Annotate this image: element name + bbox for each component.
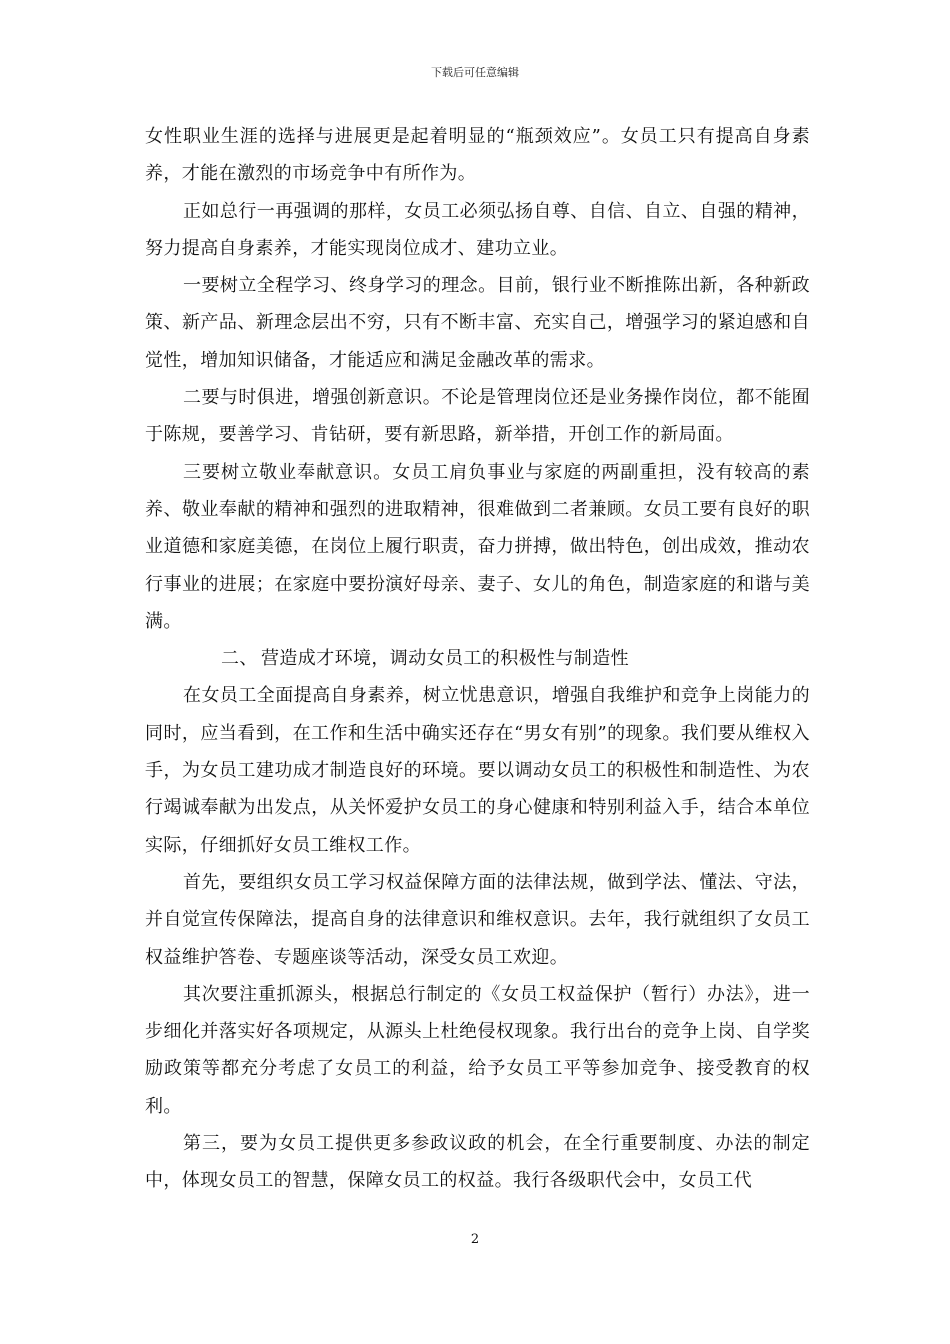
section-title: 营造成才环境，调动女员工的积极性与制造性 [261,648,629,670]
paragraph: 其次要注重抓源头，根据总行制定的《女员工权益保护（暂行）办法》，进一步细化并落实好各项规定，从源头上杜绝侵权现象。我行出台的竞争上岗、自学奖励政策等都充分考虑了女员工的利益，给予女员工平等参加竞争、接受教育的权利。 [145,983,810,1117]
section-heading [145,640,810,677]
paragraph: 第三，要为女员工提供更多参政议政的机会，在全行重要制度、办法的制定中，体现女员工的智慧，保障女员工的权益。我行各级职代会中，女员工代 [145,1133,810,1192]
paragraph: 三要树立敬业奉献意识。女员工肩负事业与家庭的两副重担，没有较高的素养、敬业奉献的精神和强烈的进取精神，很难做到二者兼顾。女员工要有良好的职业道德和家庭美德，在岗位上履行职责，奋力拼搏，做出特色，创出成效，推动农行事业的进展；在家庭中要扮演好母亲、妻子、女儿的角色，制造家庭的和谐与美满。 [145,461,810,632]
paragraph: 首先，要组织女员工学习权益保障方面的法律法规，做到学法、懂法、守法，并自觉宣传保障法，提高自身的法律意识和维权意识。去年，我行就组织了女员工权益维护答卷、专题座谈等活动，深受女员工欢迎。 [145,871,810,968]
page-header: 下载后可任意编辑 [431,66,519,79]
paragraph: 二要与时俱进，增强创新意识。不论是管理岗位还是业务操作岗位，都不能囿于陈规，要善学习、肯钻研，要有新思路，新举措，开创工作的新局面。 [145,387,810,446]
page-number: 2 [470,1232,480,1247]
section-number: 二、 [221,648,258,670]
document-body [145,118,810,1200]
paragraph: 一要树立全程学习、终身学习的理念。目前，银行业不断推陈出新，各种新政策、新产品、新理念层出不穷，只有不断丰富、充实自己，增强学习的紧迫感和自觉性，增加知识储备，才能适应和满足金融改革的需求。 [145,275,810,371]
paragraph: 正如总行一再强调的那样，女员工必须弘扬自尊、自信、自立、自强的精神，努力提高自身素养，才能实现岗位成才、建功立业。 [145,200,810,259]
paragraph: 在女员工全面提高自身素养，树立忧患意识，增强自我维护和竞争上岗能力的同时，应当看到，在工作和生活中确实还存在“男女有别”的现象。我们要从维权入手，为女员工建功成才制造良好的环境。要以调动女员工的积极性和制造性、为农行竭诚奉献为出发点，从关怀爱护女员工的身心健康和特别利益入手，结合本单位实际，仔细抓好女员工维权工作。 [145,685,810,856]
paragraph-continuation: 女性职业生涯的选择与进展更是起着明显的“瓶颈效应”。女员工只有提高自身素养，才能在激烈的市场竞争中有所作为。 [145,126,810,185]
